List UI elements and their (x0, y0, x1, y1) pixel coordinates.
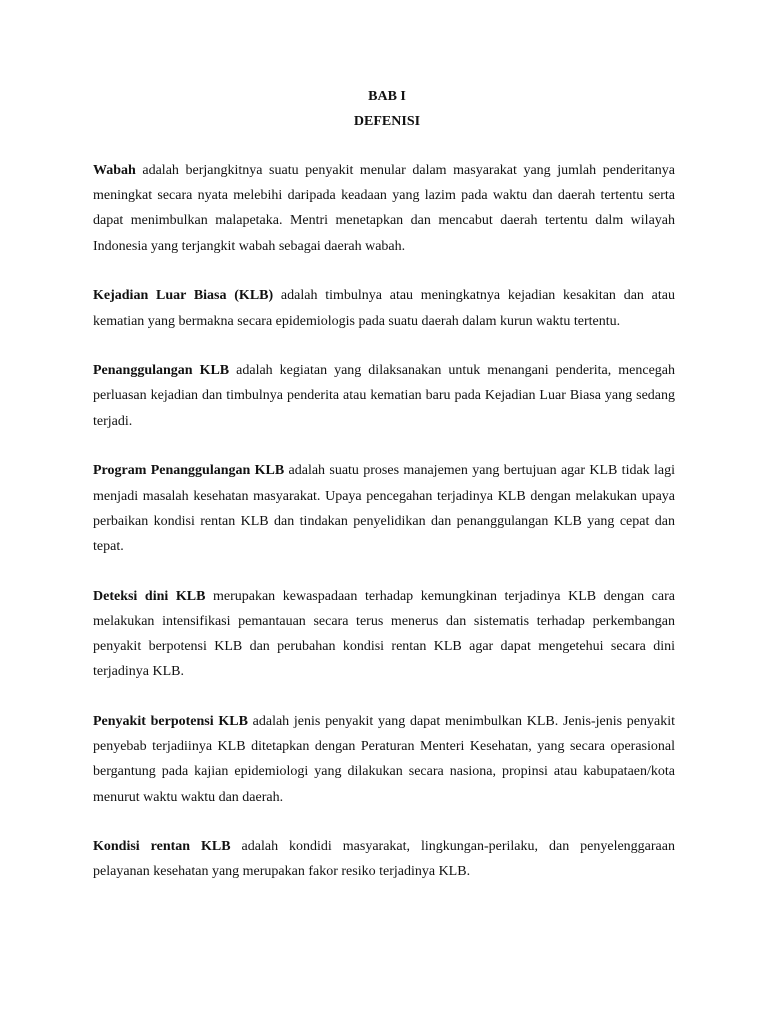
definition-program-penanggulangan-klb (93, 458, 675, 559)
definition-text: merupakan kewaspadaan terhadap kemungkinan terjadinya KLB dengan cara melakukan intensifikasi pemantauan secara terus menerus dan sistematis terhadap perkembangan penyakit berpotensi KLB dan perubahan kondisi rentan KLB agar dapat mengetehui secara dini terjadinya KLB. (93, 588, 675, 680)
definition-term: Deteksi dini KLB (93, 588, 206, 604)
definition-klb (93, 283, 675, 333)
definition-text: adalah berjangkitnya suatu penyakit menular dalam masyarakat yang jumlah penderitanya meningkat secara nyata melebihi daripada keadaan yang lazim pada waktu dan daerah tertentu serta dapat menimbulkan malapetaka. Mentri menetapkan dan mencabut daerah tertentu dalm wilayah Indonesia yang terjangkit wabah sebagai daerah wabah. (93, 163, 675, 254)
document-page (93, 84, 675, 885)
definition-wabah (93, 158, 675, 259)
definition-kondisi-rentan-klb (93, 834, 675, 884)
definition-text: adalah kondidi masyarakat, lingkungan-perilaku, dan penyelenggaraan pelayanan kesehatan yang merupakan fakor resiko terjadinya KLB. (93, 839, 675, 880)
definition-text: adalah suatu proses manajemen yang bertujuan agar KLB tidak lagi menjadi masalah kesehatan masyarakat. Upaya pencegahan terjadinya KLB dengan melakukan upaya perbaikan kondisi rentan KLB dan tindakan penyelidikan dan penanggulangan KLB yang cepat dan tepat. (93, 463, 675, 554)
definition-text: adalah jenis penyakit yang dapat menimbulkan KLB. Jenis-jenis penyakit penyebab terjadiinya KLB ditetapkan dengan Peraturan Menteri Kesehatan, yang secara operasional bergantung pada kajian epidemiologi yang dilakukan secara nasiona, propinsi atau kabupataen/kota menurut waktu waktu dan daerah. (93, 713, 675, 805)
definition-term: Program Penanggulangan KLB (93, 463, 285, 479)
definition-penanggulangan-klb (93, 358, 675, 434)
definition-term: Penyakit berpotensi KLB (93, 713, 248, 729)
definition-deteksi-dini-klb (93, 584, 675, 685)
definition-term: Wabah (93, 163, 136, 178)
definition-term: Kejadian Luar Biasa (KLB) (93, 288, 274, 304)
definition-penyakit-berpotensi-klb (93, 709, 675, 810)
page-title: DEFENISI (353, 114, 421, 129)
chapter-heading: BAB I (368, 89, 406, 104)
definition-text: adalah kegiatan yang dilaksanakan untuk menangani penderita, mencegah perluasan kejadian dan timbulnya penderita atau kematian baru pada Kejadian Luar Biasa yang sedang terjadi. (93, 363, 676, 429)
definition-term: Kondisi rentan KLB (93, 839, 231, 855)
definition-term: Penanggulangan KLB (93, 363, 230, 379)
definition-text: adalah timbulnya atau meningkatnya kejadian kesakitan dan atau kematian yang bermakna secara epidemiologis pada suatu daerah dalam kurun waktu tertentu. (93, 288, 675, 329)
